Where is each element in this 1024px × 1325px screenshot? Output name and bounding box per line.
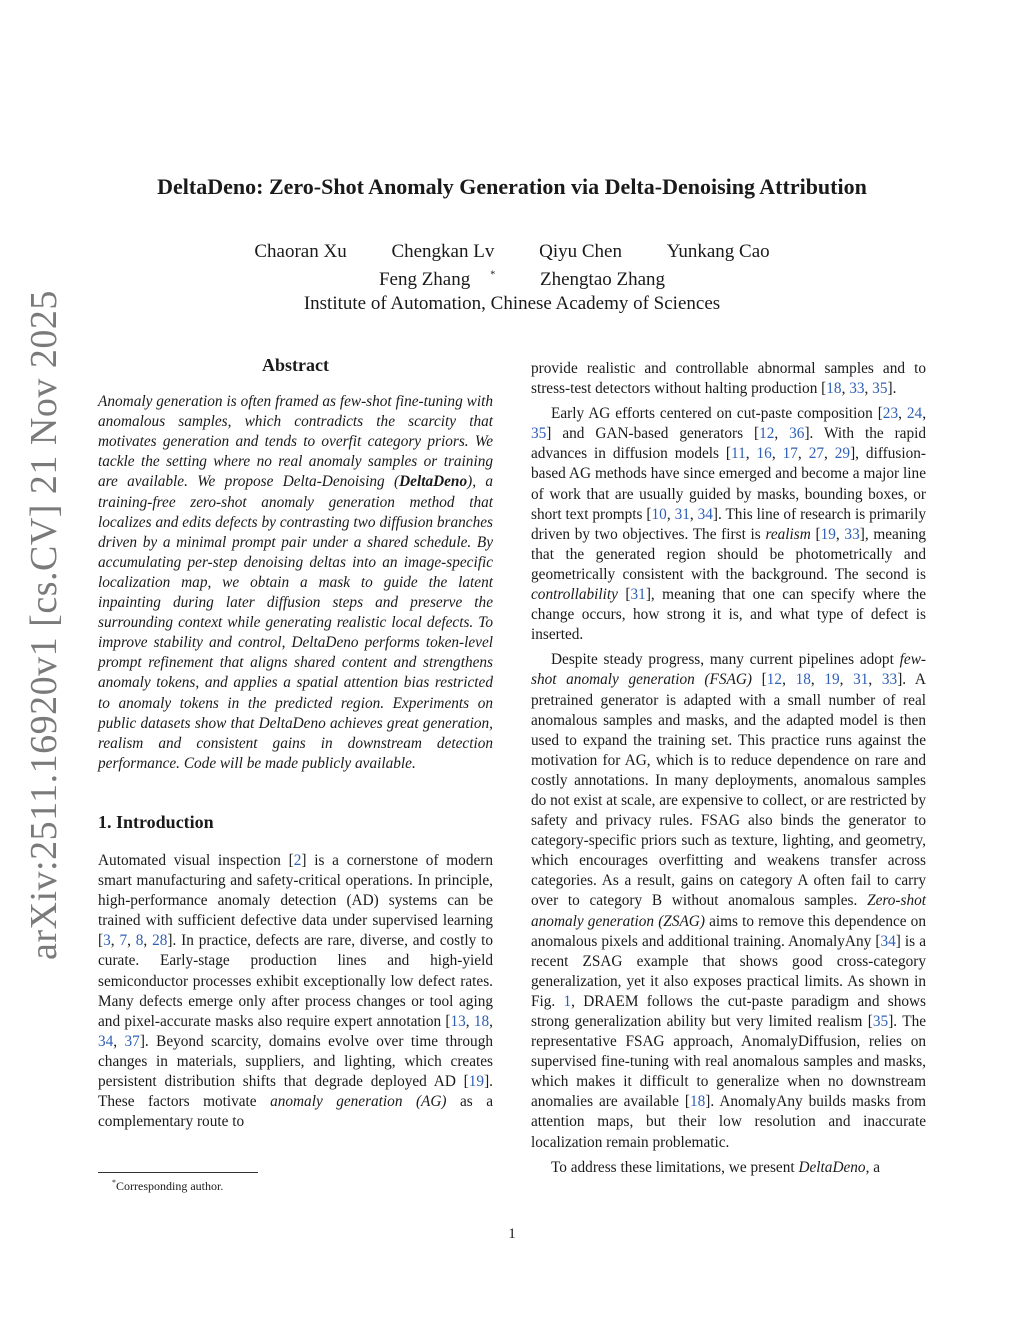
page-number: 1 <box>508 1226 516 1242</box>
citation-link[interactable]: 34 <box>880 932 896 950</box>
author-block <box>60 240 964 316</box>
author-row-1 <box>60 240 964 264</box>
paper-title: DeltaDeno: Zero-Shot Anomaly Generation via Delta-Denoising Attribution <box>157 174 867 199</box>
citation-link[interactable]: 27 <box>808 445 824 463</box>
citation-link[interactable]: 16 <box>756 445 772 463</box>
intro-paragraph-1-cont: provide realistic and controllable abnormal samples and to stress-test detectors without halting production [18, 33, 35]. <box>531 360 926 398</box>
citation-link[interactable]: 7 <box>119 932 128 950</box>
section-heading-introduction: 1. Introduction <box>98 811 214 832</box>
intro-paragraph-2: Early AG efforts centered on cut-paste composition [23, 24, 35] and GAN-based generators [12, 36]. With the rapid advances in diffusion models [11, 16, 17, 27, 29], diffusion-based AG methods have since emerged and become a major line of work that are usually guided by masks, bounding boxes, or short text prompts [10, 31, 34]. This line of research is primarily driven by two objectives. The first is realism [19, 33], meaning that the generated region should be photometrically and geometrically consistent with the background. The second is controllability [31], meaning that one can specify where the change occurs, how strong it is, and what type of defect is inserted. <box>531 405 927 644</box>
intro-paragraph-3: Despite steady progress, many current pipelines adopt few-shot anomaly generation (FSAG) [12, 18, 19, 31, 33]. A pretrained generator is adapted with a small number of real anomalous samples and masks, and the adapted model is then used to expand the training set. This practice runs against the motivation for AG, which is to reduce dependence on rare and costly annotations. In many deployments, anomalous samples do not exist at scale, are expensive to collect, or are restricted by safety and privacy rules. FSAG also binds the generator to category-specific priors such as texture, lighting, and geometry, which encourages overfitting and weakens transfer across categories. As a result, gains on category A often fail to carry over to category B without anomalous samples. Zero-shot anomaly generation (ZSAG) aims to remove this dependence on anomalous pixels and additional training. AnomalyAny [34] is a recent ZSAG example that shows good cross-category generalization, yet it also exposes practical limits. As shown in Fig. 1, DRAEM follows the cut-paste paradigm and shows strong generalization ability but very limited realism [35]. The representative FSAG approach, AnomalyDiffusion, relies on supervised fine-tuning with real anomalous samples and masks, which makes it difficult to generalize when no downstream anomalies are available [18]. AnomalyAny builds masks from attention maps, but their low resolution and inaccurate localization remain problematic. <box>531 651 927 1151</box>
citation-link[interactable]: 31 <box>630 586 646 604</box>
citation-link[interactable]: 2 <box>293 851 302 869</box>
author-name: Chengkan Lv <box>391 241 495 262</box>
citation-link[interactable]: 18 <box>689 1093 706 1111</box>
citation-link[interactable]: 3 <box>103 932 111 950</box>
citation-link[interactable]: 17 <box>782 445 798 463</box>
citation-link[interactable]: 31 <box>674 505 690 523</box>
footnote <box>112 1178 223 1194</box>
citation-link[interactable]: 19 <box>820 525 836 543</box>
arxiv-stamp: arXiv:2511.16920v1 [cs.CV] 21 Nov 2025 <box>23 290 65 960</box>
citation-link[interactable]: 35 <box>872 380 888 398</box>
citation-link[interactable]: 28 <box>152 932 168 950</box>
right-column <box>531 359 926 1178</box>
citation-link[interactable]: 13 <box>450 1012 466 1030</box>
citation-link[interactable]: 34 <box>697 505 713 523</box>
citation-link[interactable]: 23 <box>882 405 899 423</box>
author-name: Chaoran Xu <box>254 241 347 262</box>
citation-link[interactable]: 29 <box>834 445 851 463</box>
affiliation: Institute of Automation, Chinese Academy of Sciences <box>303 293 721 315</box>
author-row-2 <box>60 264 964 292</box>
citation-link[interactable]: 19 <box>824 671 840 689</box>
citation-link[interactable]: 19 <box>468 1073 485 1090</box>
citation-link[interactable]: 35 <box>531 425 547 443</box>
corresponding-mark: * <box>490 270 496 281</box>
author-name: Feng Zhang * <box>378 269 496 291</box>
citation-link[interactable]: 12 <box>766 671 783 689</box>
citation-link[interactable]: 37 <box>124 1032 140 1050</box>
citation-link[interactable]: 11 <box>731 445 746 463</box>
citation-link[interactable]: 10 <box>651 505 667 523</box>
intro-paragraph-4: To address these limitations, we present DeltaDeno, a <box>551 1158 881 1176</box>
citation-link[interactable]: 18 <box>826 380 842 398</box>
author-name: Yunkang Cao <box>666 241 770 262</box>
author-name: Qiyu Chen <box>539 241 622 262</box>
citation-link[interactable]: 35 <box>872 1013 889 1030</box>
left-column <box>98 355 493 1132</box>
footnote-rule <box>98 1172 258 1173</box>
citation-link[interactable]: 33 <box>844 525 860 543</box>
citation-link[interactable]: 8 <box>135 932 144 950</box>
figure-link[interactable]: 1 <box>563 992 572 1010</box>
author-name: Zhengtao Zhang <box>540 269 666 291</box>
citation-link[interactable]: 24 <box>906 405 923 423</box>
citation-link[interactable]: 31 <box>853 671 869 689</box>
citation-link[interactable]: 33 <box>849 380 865 398</box>
footnote-text: Corresponding author. <box>116 1179 224 1193</box>
citation-link[interactable]: 33 <box>881 671 898 689</box>
intro-paragraph-1: Automated visual inspection [2] is a cornerstone of modern smart manufacturing and safety-critical operations. In principle, high-performance anomaly detection (AD) systems can be trained with sufficient defective data under supervised learning [3, 7, 8, 28]. In practice, defects are rare, diverse, and costly to curate. Early-stage production lines and high-yield semiconductor processes exhibit exceptionally low defect rates. Many defects emerge only after process changes or tool aging and pixel-accurate masks also require expert annotation [13, 18, 34, 37]. Beyond scarcity, domains evolve over time through changes in materials, suppliers, and lighting, which creates persistent distribution shifts that degrade deployed AD [19]. These factors motivate anomaly generation (AG) as a complementary route to <box>98 851 494 1131</box>
citation-link[interactable]: 36 <box>789 425 805 443</box>
abstract-text: Anomaly generation is often framed as few-shot fine-tuning with anomalous samples, which contradicts the scarcity that motivates generation and tends to overfit category priors. We tackle the setting where no real anomaly samples or training are available. We propose Delta-Denoising (DeltaDeno), a training-free zero-shot anomaly generation method that localizes and edits defects by contrasting two diffusion branches driven by a minimal prompt pair under a shared schedule. By accumulating per-step denoising deltas into an image-specific localization map, we obtain a mask to guide the latent inpainting during later diffusion steps and preserve the surrounding context while generating realistic local defects. To improve stability and control, DeltaDeno performs token-level prompt refinement that aligns shared content and strengthens anomaly tokens, and applies a spatial attention bias restricted to anomaly tokens in the predicted region. Experiments on public datasets show that DeltaDeno achieves great generation, realism and consistent gains in downstream detection performance. Code will be made publicly available. <box>98 393 493 772</box>
citation-link[interactable]: 34 <box>98 1032 114 1050</box>
citation-link[interactable]: 18 <box>473 1012 490 1030</box>
footnote-mark: * <box>112 1178 116 1187</box>
citation-link[interactable]: 18 <box>795 671 811 689</box>
citation-link[interactable]: 12 <box>759 425 775 443</box>
abstract-heading: Abstract <box>262 355 329 375</box>
